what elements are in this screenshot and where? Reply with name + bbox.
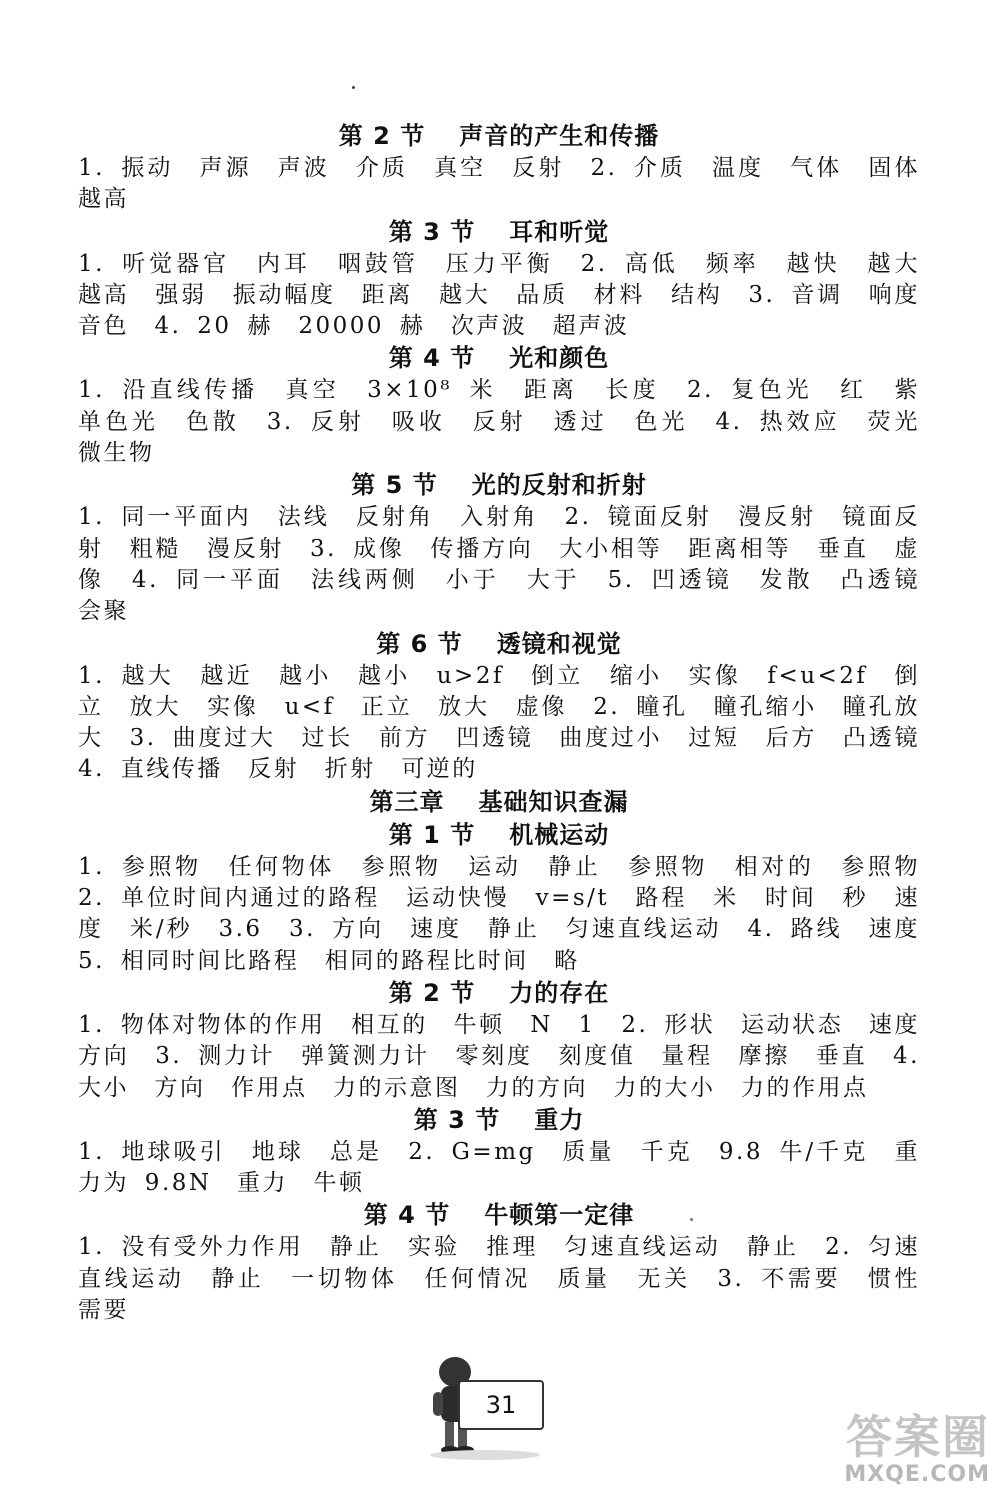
section-title: 第 1 节 机械运动: [388, 820, 610, 849]
section-title: 第 2 节 力的存在: [388, 978, 610, 1007]
chapter-title: 第三章 基础知识查漏: [369, 787, 629, 816]
watermark-logo: 答案圈: [846, 1410, 990, 1464]
page-number: 31: [458, 1380, 544, 1430]
answer-page: [78, 120, 946, 1326]
section-answers: 1. 听觉器官 内耳 咽鼓管 压力平衡 2. 高低 频率 越快 越大 越高 强弱 振动幅度 距离 越大 品质 材料 结构 3. 音调 响度 音色 4. 20 赫 20000 赫 次声波 超声波: [78, 250, 946, 340]
section-title: 第 6 节 透镜和视觉: [376, 629, 622, 658]
section-title: 第 2 节 声音的产生和传播: [338, 122, 660, 150]
site-watermark: [790, 1412, 990, 1492]
section-answers: 1. 物体对物体的作用 相互的 牛顿 N 1 2. 形状 运动状态 速度 方向 3. 测力计 弹簧测力计 零刻度 刻度值 量程 摩擦 垂直 4. 大小 方向 作用点 力的示意图 力的方向 力的大小 力的作用点: [78, 1011, 946, 1101]
section-title: 第 5 节 光的反射和折射: [351, 471, 647, 500]
print-dot: [352, 86, 355, 89]
section-title: 第 4 节 牛顿第一定律: [363, 1201, 635, 1230]
section-answers: 1. 参照物 任何物体 参照物 运动 静止 参照物 相对的 参照物 2. 单位时间内通过的路程 运动快慢 v=s/t 路程 米 时间 秒 速度 米/秒 3.6 3. 方向 速度 静止 匀速直线运动 4. 路线 速度 5. 相同时间比路程 相同的路程比时间 略: [78, 853, 946, 974]
section-answers: 1. 沿直线传播 真空 3×10⁸ 米 距离 长度 2. 复色光 红 紫 单色光 色散 3. 反射 吸收 反射 透过 色光 4. 热效应 荧光 微生物: [78, 377, 946, 467]
section-answers: 1. 没有受外力作用 静止 实验 推理 匀速直线运动 静止 2. 匀速直线运动 静止 一切物体 任何情况 质量 无关 3. 不需要 惯性 需要: [78, 1234, 946, 1324]
section-title: 第 3 节 重力: [413, 1105, 585, 1134]
section-title: 第 4 节 光和颜色: [388, 344, 610, 373]
section-answers: 1. 同一平面内 法线 反射角 入射角 2. 镜面反射 漫反射 镜面反射 粗糙 漫反射 3. 成像 传播方向 大小相等 距离相等 垂直 虚像 4. 同一平面 法线两侧 小于 大于 5. 凹透镜 发散 凸透镜 会聚: [78, 504, 946, 625]
watermark-url: MXQE.COM: [844, 1462, 990, 1487]
section-title: 第 3 节 耳和听觉: [388, 217, 610, 246]
section-answers: 1. 越大 越近 越小 越小 u>2f 倒立 缩小 实像 f<u<2f 倒立 放大 实像 u<f 正立 放大 虚像 2. 瞳孔 瞳孔缩小 瞳孔放大 3. 曲度过大 过长 前方 凹透镜 曲度过小 过短 后方 凸透镜 4. 直线传播 反射 折射 可逆的: [78, 662, 946, 783]
section-answers: 1. 地球吸引 地球 总是 2. G=mg 质量 千克 9.8 牛/千克 重力为 9.8N 重力 牛顿: [78, 1138, 920, 1197]
section-answers: 1. 振动 声源 声波 介质 真空 反射 2. 介质 温度 气体 固体 越高: [78, 155, 946, 213]
